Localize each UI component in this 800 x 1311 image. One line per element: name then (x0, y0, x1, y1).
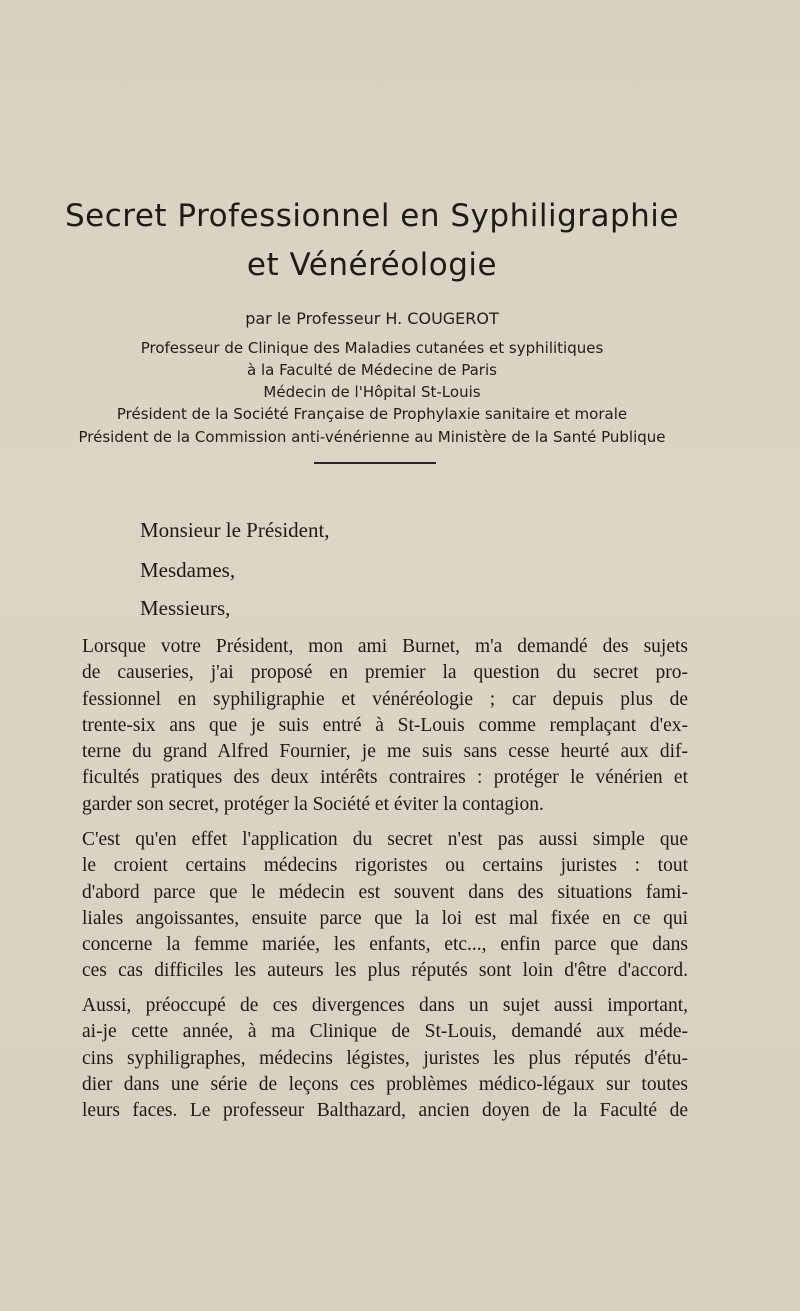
author-affiliation: Médecin de l'Hôpital St-Louis (263, 383, 481, 401)
author-affiliation: Président de la Société Française de Prophylaxie sanitaire et morale (116, 405, 628, 423)
author-affiliation: Professeur de Clinique des Maladies cutanées et syphilitiques (140, 339, 604, 357)
article-title-line-1: Secret Professionnel en Syphiligraphie (64, 198, 679, 234)
text-line: de causeries, j'ai proposé en premier la question du secret pro- (82, 662, 688, 684)
article-title-line-2: et Vénéréologie (246, 247, 498, 283)
text-line: d'abord parce que le médecin est souvent dans des situations fami- (82, 881, 688, 903)
text-line: C'est qu'en effet l'application du secret n'est pas aussi simple que (82, 829, 688, 850)
salutation-line: Mesdames, (140, 558, 236, 582)
text-line: cins syphiligraphes, médecins légistes, juristes les plus réputés d'étu- (82, 1047, 688, 1069)
text-line: ces cas difficiles les auteurs les plus réputés sont loin d'être d'accord. (82, 960, 688, 982)
body-paragraph-2 (60, 827, 688, 985)
author-byline: par le Professeur H. COUGEROT (245, 309, 499, 328)
text-line: Lorsque votre Président, mon ami Burnet, m'a demandé des sujets (82, 636, 688, 657)
salutation-line: Messieurs, (140, 596, 231, 620)
text-line: leurs faces. Le professeur Balthazard, ancien doyen de la Faculté de (82, 1100, 688, 1122)
text-line: dier dans une série de leçons ces problèmes médico-légaux sur toutes (82, 1073, 688, 1095)
section-divider (314, 462, 436, 464)
author-affiliation: à la Faculté de Médecine de Paris (247, 361, 497, 379)
text-line: garder son secret, protéger la Société et éviter la contagion. (82, 793, 544, 815)
text-line: le croient certains médecins rigoristes ou certains juristes : tout (82, 855, 688, 877)
body-paragraph-3 (60, 993, 688, 1124)
text-line: concerne la femme mariée, les enfants, etc..., enfin parce que dans (82, 934, 688, 956)
text-line: terne du grand Alfred Fournier, je me suis sans cesse heurté aux dif- (82, 741, 688, 763)
author-affiliation: Président de la Commission anti-vénérienne au Ministère de la Santé Publique (78, 428, 666, 446)
text-line: Aussi, préoccupé de ces divergences dans un sujet aussi important, (82, 995, 688, 1016)
text-line: liales angoissantes, ensuite parce que la loi est mal fixée en ce qui (82, 907, 688, 929)
salutation-line: Monsieur le Président, (140, 518, 330, 542)
body-paragraph-1 (60, 634, 688, 818)
text-line: ai-je cette année, à ma Clinique de St-Louis, demandé aux méde- (82, 1021, 688, 1043)
text-line: ficultés pratiques des deux intérêts contraires : protéger le vénérien et (82, 767, 688, 789)
text-line: trente-six ans que je suis entré à St-Louis comme remplaçant d'ex- (82, 714, 688, 736)
text-line: fessionnel en syphiligraphie et vénéréologie ; car depuis plus de (82, 688, 688, 710)
